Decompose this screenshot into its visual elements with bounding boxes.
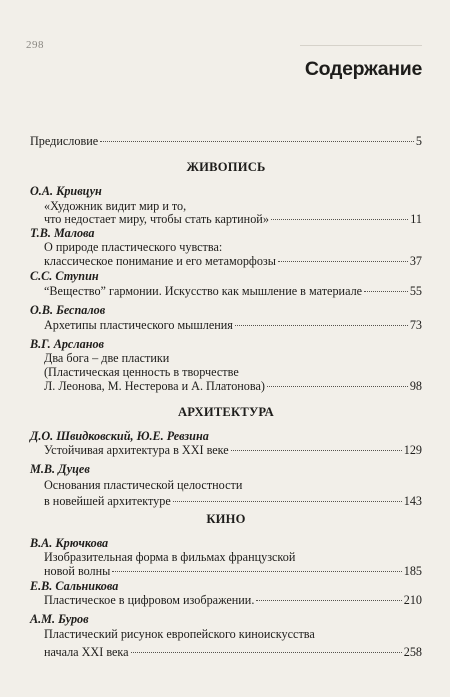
toc-preface[interactable] <box>30 134 422 149</box>
toc-entry-title: Пластическое в цифровом изображении. <box>44 593 255 607</box>
leader-dots <box>267 386 408 387</box>
toc-entry-line: (Пластическая ценность в творчестве <box>44 365 239 379</box>
toc-entry[interactable] <box>44 379 422 394</box>
leader-dots <box>256 600 401 601</box>
toc-entry[interactable] <box>44 318 422 333</box>
toc-entry-title: “Вещество” гармонии. Искусство как мышление в материале <box>44 284 363 298</box>
leader-dots <box>173 501 402 502</box>
toc-entry-title: Предисловие <box>30 134 99 148</box>
toc-entry-title: Л. Леонова, М. Нестерова и А. Платонова) <box>44 379 265 393</box>
toc-entry-title: начала XXI века <box>44 645 129 659</box>
leader-dots <box>271 219 408 220</box>
toc-author: В.А. Крючкова <box>30 536 109 550</box>
toc-entry[interactable] <box>44 494 422 509</box>
toc-entry-title: Устойчивая архитектура в XXI веке <box>44 443 229 457</box>
toc-page-number: 11 <box>410 212 422 226</box>
toc-entry-title: что недостает миру, чтобы стать картиной» <box>44 212 269 226</box>
toc-entry[interactable] <box>44 284 422 299</box>
leader-dots <box>231 450 402 451</box>
leader-dots <box>235 325 408 326</box>
page-title: Содержание <box>304 58 422 80</box>
toc-author: О.В. Беспалов <box>30 303 106 317</box>
leader-dots <box>100 141 414 142</box>
toc-entry-line: Изобразительная форма в фильмах французской <box>44 550 296 564</box>
toc-entry-line: Пластический рисунок европейского киноискусства <box>44 627 315 641</box>
toc-entry-title: Архетипы пластического мышления <box>44 318 233 332</box>
toc-author: В.Г. Арсланов <box>30 337 104 351</box>
toc-page-number: 5 <box>415 134 422 148</box>
toc-entry[interactable] <box>44 593 422 608</box>
toc-entry-line: «Художник видит мир и то, <box>44 199 187 213</box>
toc-author: Т.В. Малова <box>30 226 95 240</box>
toc-page-number: 185 <box>403 564 422 578</box>
section-heading: КИНО <box>206 512 246 526</box>
leader-dots <box>131 652 402 653</box>
running-head-rule <box>300 45 422 46</box>
toc-entry-title: классическое понимание и его метаморфозы <box>44 254 276 268</box>
toc-page-number: 37 <box>409 254 422 268</box>
toc-entry-line: Основания пластической целостности <box>44 478 243 492</box>
toc-page-number: 73 <box>409 318 422 332</box>
leader-dots <box>364 291 408 292</box>
toc-author: С.С. Ступин <box>30 269 99 283</box>
toc-entry[interactable] <box>44 564 422 579</box>
toc-page-number: 210 <box>403 593 422 607</box>
toc-entry[interactable] <box>44 443 422 458</box>
toc-author: М.В. Дуцев <box>30 462 90 476</box>
toc-author: Е.В. Сальникова <box>30 579 119 593</box>
toc-page-number: 129 <box>403 443 422 457</box>
leader-dots <box>278 261 408 262</box>
toc-entry[interactable] <box>44 212 422 227</box>
toc-entry-line: О природе пластического чувства: <box>44 240 223 254</box>
toc-entry-line: Два бога – две пластики <box>44 351 170 365</box>
toc-entry[interactable] <box>44 645 422 660</box>
toc-entry-title: в новейшей архитектуре <box>44 494 171 508</box>
toc-author: Д.О. Швидковский, Ю.Е. Ревзина <box>30 429 209 443</box>
toc-author: А.М. Буров <box>30 612 89 626</box>
toc-page-number: 98 <box>409 379 422 393</box>
page-number: 298 <box>26 39 44 51</box>
section-heading: ЖИВОПИСЬ <box>186 160 266 174</box>
toc-entry[interactable] <box>44 254 422 269</box>
leader-dots <box>112 571 401 572</box>
section-heading: АРХИТЕКТУРА <box>178 405 274 419</box>
toc-page-number: 258 <box>403 645 422 659</box>
toc-entry-title: новой волны <box>44 564 111 578</box>
toc-author: О.А. Кривцун <box>30 184 102 198</box>
toc-page-number: 143 <box>403 494 422 508</box>
toc-page-number: 55 <box>409 284 422 298</box>
